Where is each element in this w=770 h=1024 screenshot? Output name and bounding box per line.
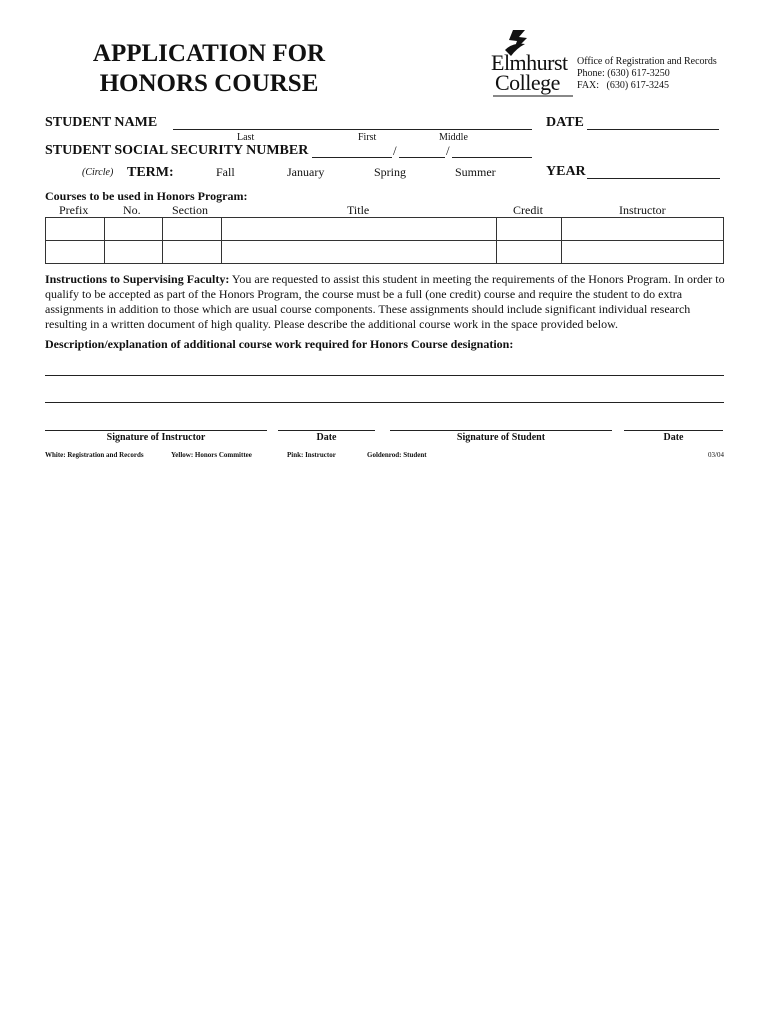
cell-credit[interactable] [497,241,562,264]
instructor-date-field[interactable] [278,430,375,431]
table-row [46,241,724,264]
office-fax: FAX: (630) 617-3245 [577,80,670,91]
footer-copy-pink: Pink: Instructor [287,451,336,459]
instructor-date-label: Date [316,432,337,443]
date-field[interactable] [587,129,719,130]
cell-prefix[interactable] [46,218,105,241]
instructions-text: You are requested to assist this student in meeting the requirements of the Honors Program. In order to qualify to be accepted as part of the Honors Program, the course must be a full (one credit) course and require the student to do extra assignments in addition to those which are usual course components. These assignments should include significant individual research resulting in a written document of high quality. Please describe the additional course work in the space provided below. [45,272,725,331]
logo-text-college: College [495,70,560,95]
term-option-january[interactable]: January [287,165,325,179]
date-label: DATE [546,115,584,130]
description-line-1[interactable] [45,375,724,376]
footer-copy-white: White: Registration and Records [45,451,144,459]
courses-heading: Courses to be used in Honors Program: [45,189,248,203]
cell-no[interactable] [104,241,162,264]
cell-instructor[interactable] [562,241,724,264]
table-row [46,218,724,241]
cell-title[interactable] [221,241,497,264]
col-header-section: Section [172,203,208,217]
student-signature-field[interactable] [390,430,612,431]
term-option-fall[interactable]: Fall [216,165,235,179]
cell-credit[interactable] [497,218,562,241]
logo-text-elmhurst: Elmhurst [491,50,568,75]
description-line-2[interactable] [45,402,724,403]
col-header-title: Title [347,203,370,217]
instructions-lead: Instructions to Supervising Faculty: [45,272,230,286]
instructor-signature-label: Signature of Instructor [106,432,206,443]
student-name-label: STUDENT NAME [45,115,158,130]
name-sub-first: First [358,132,377,143]
term-label: TERM: [127,165,174,180]
student-signature-label: Signature of Student [456,432,546,443]
cell-title[interactable] [221,218,497,241]
cell-instructor[interactable] [562,218,724,241]
student-date-label: Date [663,432,684,443]
footer-copy-yellow: Yellow: Honors Committee [171,451,252,459]
form-title-line2: HONORS COURSE [99,70,319,97]
col-header-instructor: Instructor [619,203,666,217]
term-option-summer[interactable]: Summer [455,165,496,179]
col-header-no: No. [123,203,141,217]
name-sub-last: Last [237,132,255,143]
cell-prefix[interactable] [46,241,105,264]
cell-section[interactable] [162,241,221,264]
office-phone: Phone: (630) 617-3250 [577,68,670,79]
footer-revision: 03/04 [708,451,724,459]
ssn-separator-2: / [446,143,450,158]
instructions-paragraph [45,272,725,332]
col-header-credit: Credit [513,203,543,217]
office-info [577,56,717,92]
ssn-field-part1[interactable] [312,157,392,158]
year-label: YEAR [546,164,586,179]
name-sub-middle: Middle [439,132,468,143]
college-logo [491,28,575,100]
description-label: Description/explanation of additional course work required for Honors Course designation: [45,337,514,351]
office-name: Office of Registration and Records [577,56,717,67]
cell-section[interactable] [162,218,221,241]
ssn-separator-1: / [393,143,397,158]
ssn-label: STUDENT SOCIAL SECURITY NUMBER [45,143,309,158]
student-date-field[interactable] [624,430,723,431]
circle-note: (Circle) [82,167,114,178]
instructor-signature-field[interactable] [45,430,267,431]
term-option-spring[interactable]: Spring [374,165,407,179]
footer-copy-goldenrod: Goldenrod: Student [367,451,427,459]
courses-table [45,217,724,264]
ssn-field-part3[interactable] [452,157,532,158]
ssn-field-part2[interactable] [399,157,445,158]
cell-no[interactable] [104,218,162,241]
year-field[interactable] [587,178,720,179]
student-name-field[interactable] [173,129,532,130]
form-title-line1: APPLICATION FOR [92,40,326,67]
col-header-prefix: Prefix [59,203,89,217]
